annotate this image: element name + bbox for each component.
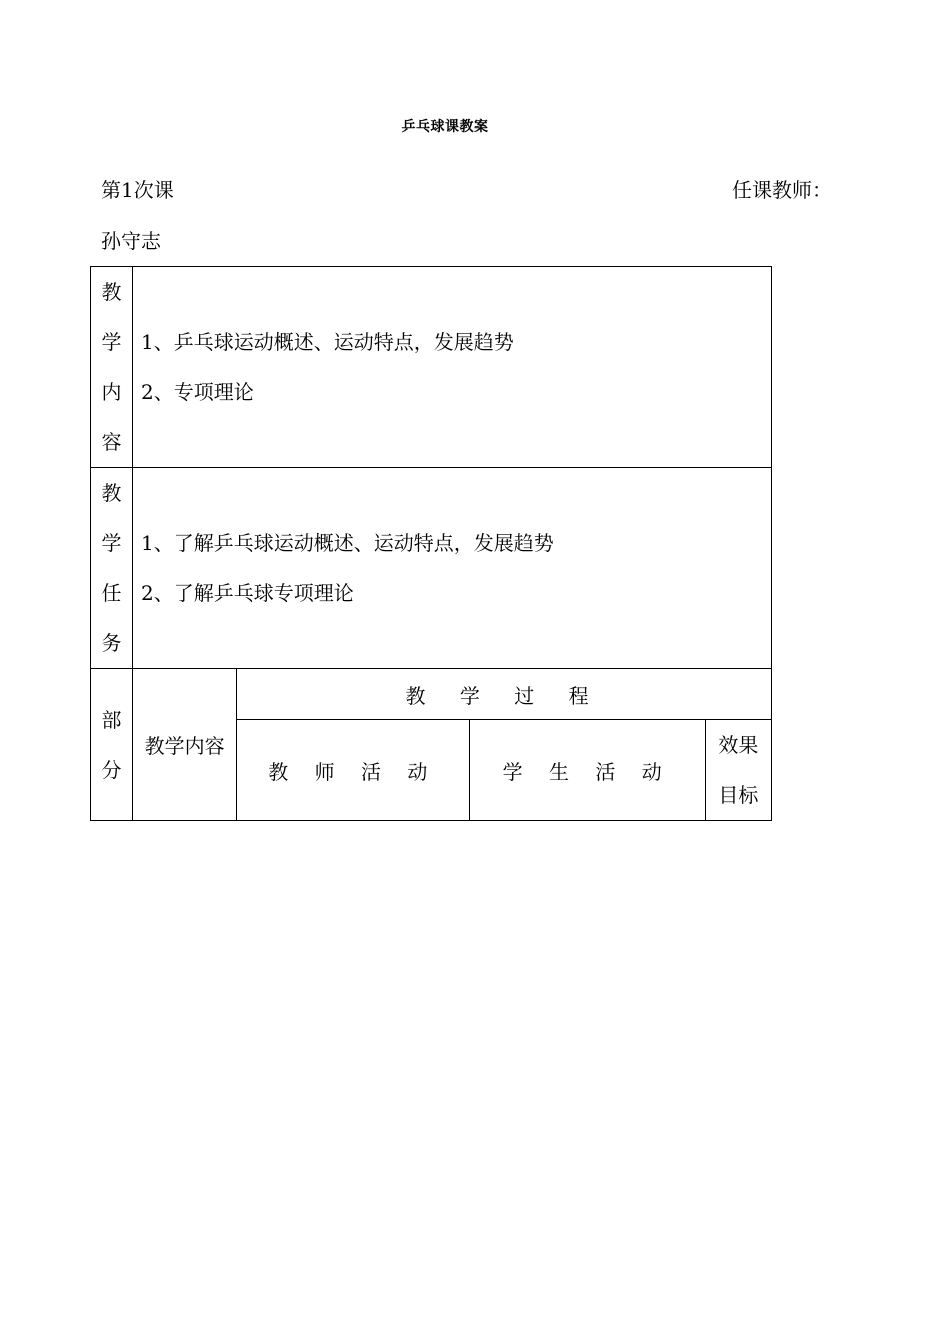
tasks-label [91,468,133,669]
effect-label: 效果 [718,733,759,757]
student-activity-header [469,720,705,821]
content-label [91,267,133,468]
content-label-char: 教 [101,280,122,304]
content-label-char: 容 [101,430,122,454]
part-header [91,669,133,821]
tasks-label-char: 教 [101,481,122,505]
tasks-text [133,468,772,669]
content-line: 1、乒乓球运动概述、运动特点，发展趋势 [141,330,514,354]
teacher-name: 孙守志 [101,229,161,253]
part-header-char: 分 [101,757,122,782]
content-text [133,267,772,468]
effect-target-header [705,720,771,821]
teaching-process-label: 教 学 过 程 [405,683,603,708]
content-row [91,267,772,468]
tasks-row [91,468,772,669]
student-activity-label: 学 生 活 动 [502,759,672,784]
tasks-label-char: 学 [101,531,122,555]
document-title: 乒乓球课教案 [401,119,489,135]
teacher-label: 任课教师： [732,178,832,202]
lesson-number: 第1次课 [101,178,174,202]
part-header-char: 部 [101,707,122,732]
lesson-plan-table [90,266,772,821]
tasks-line: 1、了解乒乓球运动概述、运动特点，发展趋势 [141,531,554,555]
tasks-label-char: 务 [101,631,122,655]
teacher-activity-header [237,720,469,821]
content-line: 2、专项理论 [141,380,254,404]
content-label-char: 内 [101,380,122,404]
teacher-activity-label: 教 师 活 动 [268,759,438,784]
teaching-process-header [237,669,772,720]
target-label: 目标 [718,783,759,807]
process-header-row [91,669,772,720]
tasks-line: 2、了解乒乓球专项理论 [141,581,354,605]
tasks-label-char: 任 [101,581,122,605]
teaching-content-header: 教学内容 [133,669,237,821]
content-label-char: 学 [101,330,122,354]
